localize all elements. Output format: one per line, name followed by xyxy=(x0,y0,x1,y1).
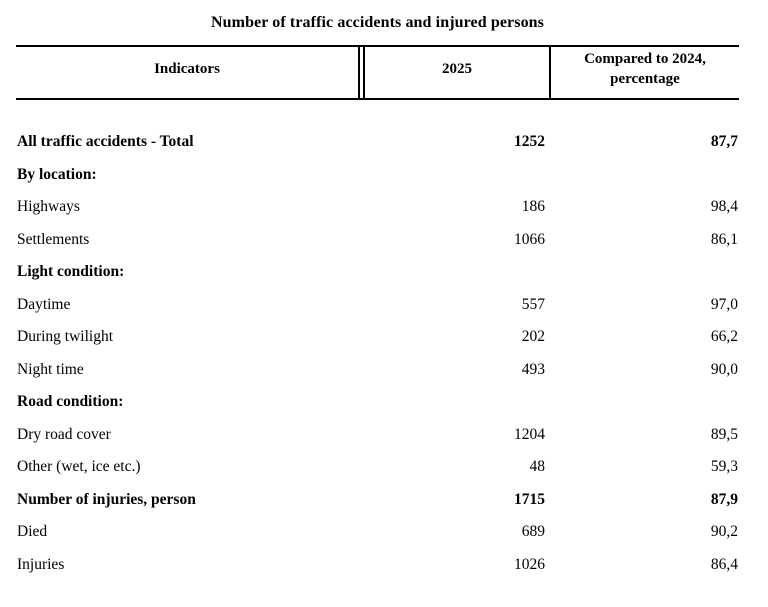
row-pct-vs-2024: 97,0 xyxy=(710,295,738,313)
row-indicator-label: Number of injuries, person xyxy=(17,490,196,508)
row-indicator-label: During twilight xyxy=(17,328,114,346)
document-page xyxy=(0,12,768,607)
table-row xyxy=(16,386,739,419)
row-indicator-label: Daytime xyxy=(17,295,71,313)
row-value-2025: 1715 xyxy=(514,490,545,508)
row-indicator-label: Died xyxy=(17,523,48,541)
table-row xyxy=(16,451,739,484)
table-header-row xyxy=(16,45,739,100)
row-pct-vs-2024: 90,2 xyxy=(710,523,738,541)
row-pct-vs-2024: 59,3 xyxy=(710,458,738,476)
column-header-indicators: Indicators xyxy=(16,47,360,98)
table-row xyxy=(16,354,739,387)
traffic-accidents-table xyxy=(16,45,739,581)
row-indicator-label: Other (wet, ice etc.) xyxy=(17,458,141,476)
table-row xyxy=(16,256,739,289)
row-indicator-label: All traffic accidents - Total xyxy=(17,133,194,151)
row-indicator-label: By location: xyxy=(17,165,97,183)
row-pct-vs-2024: 98,4 xyxy=(710,198,738,216)
row-pct-vs-2024: 87,9 xyxy=(710,490,738,508)
row-indicator-label: Injuries xyxy=(17,555,65,573)
table-row xyxy=(16,484,739,517)
table-row xyxy=(16,289,739,322)
table-row xyxy=(16,126,739,159)
table-body xyxy=(16,100,739,581)
row-value-2025: 1026 xyxy=(514,555,545,573)
row-pct-vs-2024: 87,7 xyxy=(710,133,738,151)
column-header-2025: 2025 xyxy=(363,47,549,98)
table-row xyxy=(16,549,739,582)
row-indicator-label: Road condition: xyxy=(17,393,124,411)
table-row xyxy=(16,321,739,354)
page-title: Number of traffic accidents and injured persons xyxy=(211,14,544,31)
row-indicator-label: Dry road cover xyxy=(17,425,111,443)
row-pct-vs-2024: 86,1 xyxy=(710,230,738,248)
row-pct-vs-2024: 90,0 xyxy=(710,360,738,378)
row-indicator-label: Light condition: xyxy=(17,263,125,281)
row-value-2025: 689 xyxy=(521,523,545,541)
row-pct-vs-2024: 66,2 xyxy=(710,328,738,346)
row-value-2025: 48 xyxy=(529,458,545,476)
row-value-2025: 493 xyxy=(521,360,545,378)
row-pct-vs-2024: 89,5 xyxy=(710,425,738,443)
row-value-2025: 186 xyxy=(521,198,545,216)
row-value-2025: 1066 xyxy=(514,230,545,248)
table-row xyxy=(16,224,739,257)
row-value-2025: 1204 xyxy=(514,425,545,443)
table-row xyxy=(16,159,739,192)
row-value-2025: 1252 xyxy=(514,133,545,151)
row-indicator-label: Highways xyxy=(17,198,80,216)
row-indicator-label: Settlements xyxy=(17,230,90,248)
table-row xyxy=(16,191,739,224)
table-row xyxy=(16,419,739,452)
row-pct-vs-2024: 86,4 xyxy=(710,555,738,573)
row-value-2025: 557 xyxy=(521,295,545,313)
row-indicator-label: Night time xyxy=(17,360,84,378)
table-row xyxy=(16,516,739,549)
row-value-2025: 202 xyxy=(521,328,545,346)
column-header-compared-to-2024: Compared to 2024, percentage xyxy=(549,47,739,98)
